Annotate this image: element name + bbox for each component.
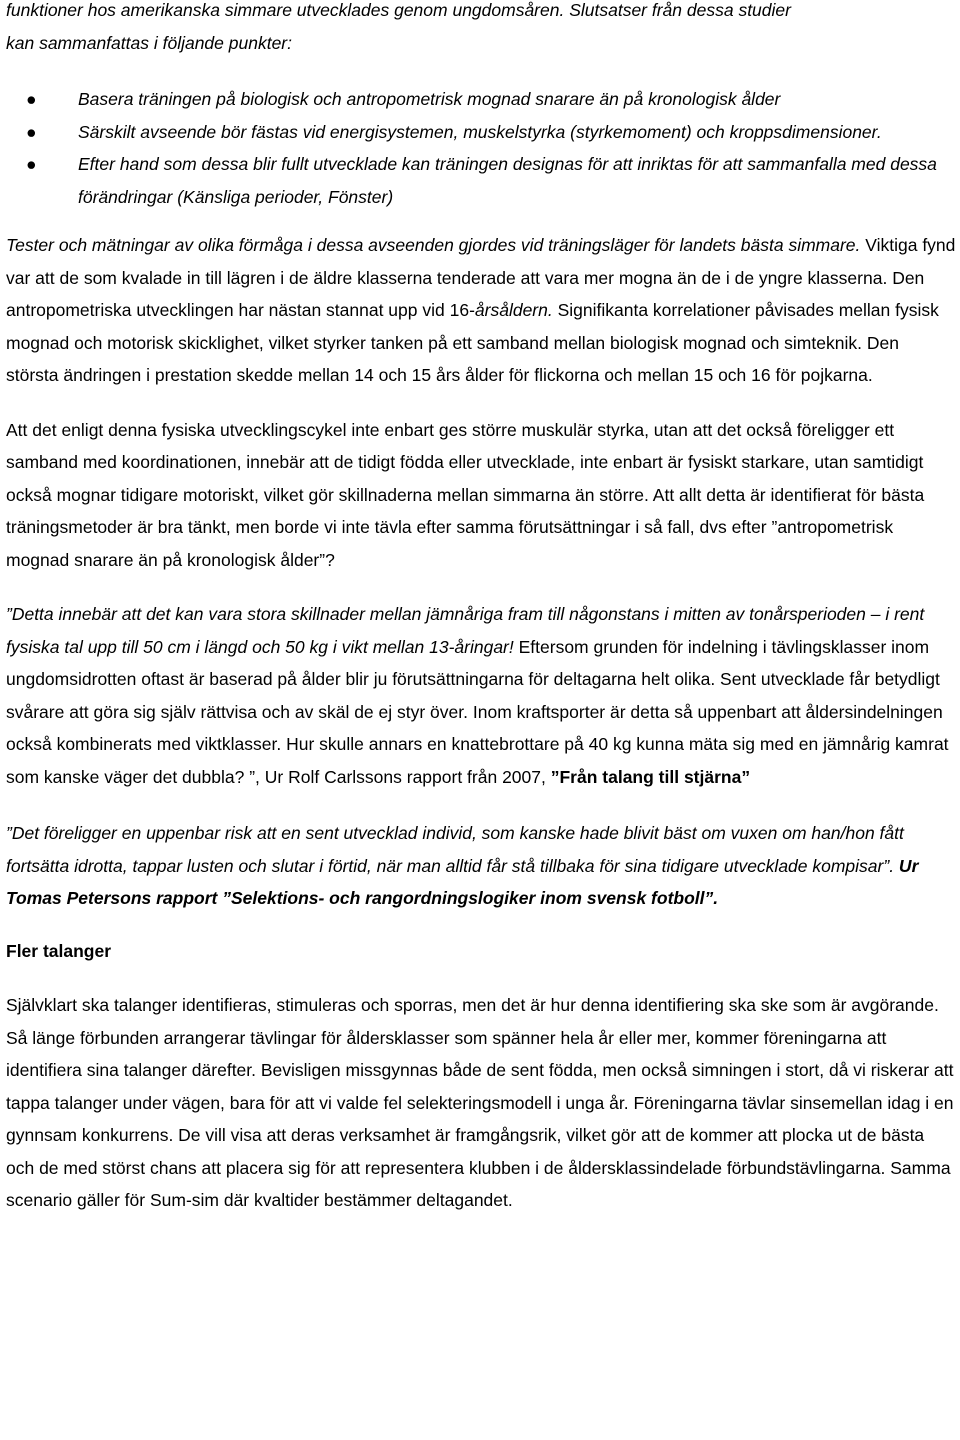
list-item [6,83,956,116]
quote-source: , Ur Rolf Carlssons rapport från 2007, [255,766,551,787]
talent-paragraph: Självklart ska talanger identifieras, stimuleras och sporras, men det är hur denna identifiering ska ske som är avgörande. Så länge förbunden arrangerar tävlingar för åldersklasser som spänner hela år eller mer, kommer föreningarna att identifiera sina talanger därefter. Bevisligen missgynnas både de sent födda, men också simningen i stort, då vi riskerar att tappa talanger under vägen, bara för att vi valde fel selekteringsmodell i unga år. Föreningarna tävlar sinsemellan idag i en gynnsam konkurrens. De vill visa att deras verksamhet är framgångsrik, vilket gör att de kommer att plocka ut de bästa och de med störst chans att placera sig för att representera klubben i de åldersklassindelade förbundstävlingarna. Samma scenario gäller för Sum-sim där kvaltider bestämmer deltagandet. [6,995,954,1210]
peterson-quote [6,817,956,915]
bullet-list [6,83,956,213]
tests-text: Viktiga fynd var att de som kvalade in till lägren i de äldre klasserna tenderade att vara mer mogna än de i de yngre klasserna. [6,235,956,288]
document-page [6,0,956,1217]
intro-line-1: funktioner hos amerikanska simmare utvecklades genom ungdomsåren. Slutsatser från dessa studier [6,0,791,20]
tests-text: Den antropometriska utvecklingen har nästan stannat upp vid 16- [6,267,925,320]
bullet-dot-icon: ● [26,154,37,174]
list-item [6,148,956,213]
list-item [6,116,956,149]
bullet-dot-icon: ● [26,89,37,109]
bullet-dot-icon: ● [26,121,37,142]
bullet-text: Efter hand som dessa blir fullt utvecklade kan träningen designas för att inriktas för att sammanfalla med dessa förändringar (Känsliga perioder, Fönster) [78,154,937,207]
tests-text: Signifikanta korrelationer påvisades mellan fysisk mognad och motorisk skicklighet, vilket styrker tanken på ett samband mellan biologisk mognad och simteknik. [6,300,939,353]
bullet-text: Basera träningen på biologisk och antropometrisk mognad snarare än på kronologisk ålder [78,89,781,109]
tests-text-italic: Tester och mätningar av olika förmåga i dessa avseenden gjordes vid träningsläger för landets bästa simmare. [6,235,861,255]
quote-text-italic: ”Det föreligger en uppenbar risk att en sent utvecklad individ, som kanske hade blivit bäst om vuxen om han/hon fått fortsätta idrotta, tappar lusten och slutar i förtid, när man alltid får stå tillbaka för sina tidigare utvecklade kompisar”. [6,823,904,876]
tests-text-italic: årsåldern. [474,300,553,320]
report-title: Ur Tomas Petersons rapport ”Selektions- och rangordningslogiker inom svensk fotboll”. [6,855,919,908]
quote-text-italic: ”Detta innebär att det kan vara stora skillnader mellan jämnåriga fram till någonstans i mitten av tonårsperioden – i rent fysiska tal upp till 50 cm i längd och 50 kg i vikt mellan 13-åringar! [6,604,925,657]
section-heading: Fler talanger [6,940,112,961]
intro-paragraph [6,0,956,59]
tests-paragraph [6,229,956,392]
cycle-paragraph: Att det enligt denna fysiska utvecklingscykel inte enbart ges större muskulär styrka, utan att det också föreligger ett samband med koordinationen, innebär att de tidigt födda eller utvecklade, inte enbart är fysiskt starkare, utan samtidigt också mognar tidigare motoriskt, vilket gör skillnaderna mellan simmarna än större. Att allt detta är identifierat för bästa träningsmetoder är bra tänkt, men borde vi inte tävla efter samma förutsättningar i så fall, dvs efter ”antropometrisk mognad snarare än på kronologisk ålder”? [6,419,925,570]
tests-text: Den största ändringen i prestation skedde mellan 14 och 15 års ålder för flickorna och mellan 15 och 16 för pojkarna. [6,332,899,385]
bullet-text: Särskilt avseende bör fästas vid energisystemen, muskelstyrka (styrkemoment) och kroppsdimensioner. [78,121,882,142]
quote-text: Eftersom grunden för indelning i tävlingsklasser inom ungdomsidrotten oftast är baserad på ålder blir ju förutsättningarna för deltagarna helt olika. Sent utvecklade får betydligt svårare att göra sig själv rättvisa och av skäl de ej styr över. Inom kraftsporter är detta så uppenbart att åldersindelningen också kombinerats med viktklasser. Hur skulle annars en knattebrottare på 40 kg kunna mäta sig med en jämnårig kamrat som kanske väger det dubbla? ” [6,636,949,787]
intro-line-2: kan sammanfattas i följande punkter: [6,32,292,53]
report-title: ”Från talang till stjärna” [550,766,751,787]
carlsson-quote [6,598,956,793]
